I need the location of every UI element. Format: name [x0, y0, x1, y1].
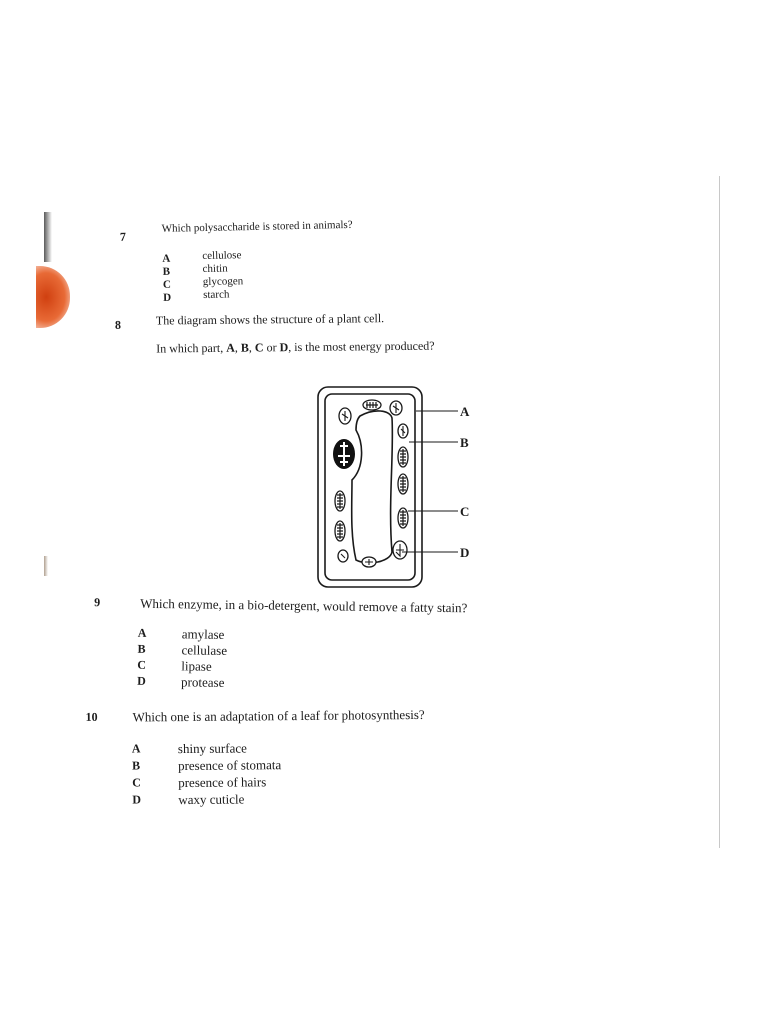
question-text: Which polysaccharide is stored in animals? — [161, 218, 353, 235]
option-letter: D — [132, 792, 142, 807]
option-letter: A — [137, 625, 147, 640]
question-number: 7 — [119, 229, 127, 244]
question-number: 9 — [94, 595, 101, 610]
option-letter: D — [163, 291, 172, 304]
diagram-label-b: B — [460, 435, 469, 450]
question-text: Which one is an adaptation of a leaf for photosynthesis? — [132, 706, 425, 725]
question-text: Which enzyme, in a bio-detergent, would remove a fatty stain? — [140, 595, 468, 616]
option-text: shiny surface — [177, 740, 247, 757]
option-text: protease — [181, 674, 225, 690]
option-letter: B — [137, 641, 146, 656]
option-text: chitin — [202, 262, 228, 276]
option-letter: A — [162, 252, 171, 265]
option-text: presence of stomata — [177, 757, 282, 774]
option-text: presence of hairs — [178, 774, 267, 791]
diagram-label-d: D — [460, 545, 470, 560]
diagram-label-c: C — [460, 504, 470, 519]
option-text: waxy cuticle — [178, 791, 245, 808]
option-text: starch — [203, 288, 230, 302]
option-letter: A — [131, 741, 141, 756]
option-letter: C — [132, 775, 141, 790]
question-number: 10 — [85, 709, 98, 724]
option-text: amylase — [181, 626, 225, 642]
option-text: cellulose — [202, 249, 242, 263]
option-text: cellulase — [181, 642, 228, 658]
diagram-label-a: A — [460, 404, 470, 419]
question-text: In which part, A, B, C or D, is the most energy produced? — [156, 338, 435, 356]
option-letter: B — [131, 758, 141, 773]
option-letter: B — [162, 265, 171, 278]
question-number: 8 — [114, 317, 122, 332]
option-letter: C — [162, 278, 171, 291]
option-text: lipase — [181, 658, 212, 674]
option-letter: D — [137, 673, 146, 688]
question-intro: The diagram shows the structure of a plant cell. — [155, 311, 385, 328]
option-text: glycogen — [202, 275, 244, 289]
option-letter: C — [137, 657, 147, 672]
